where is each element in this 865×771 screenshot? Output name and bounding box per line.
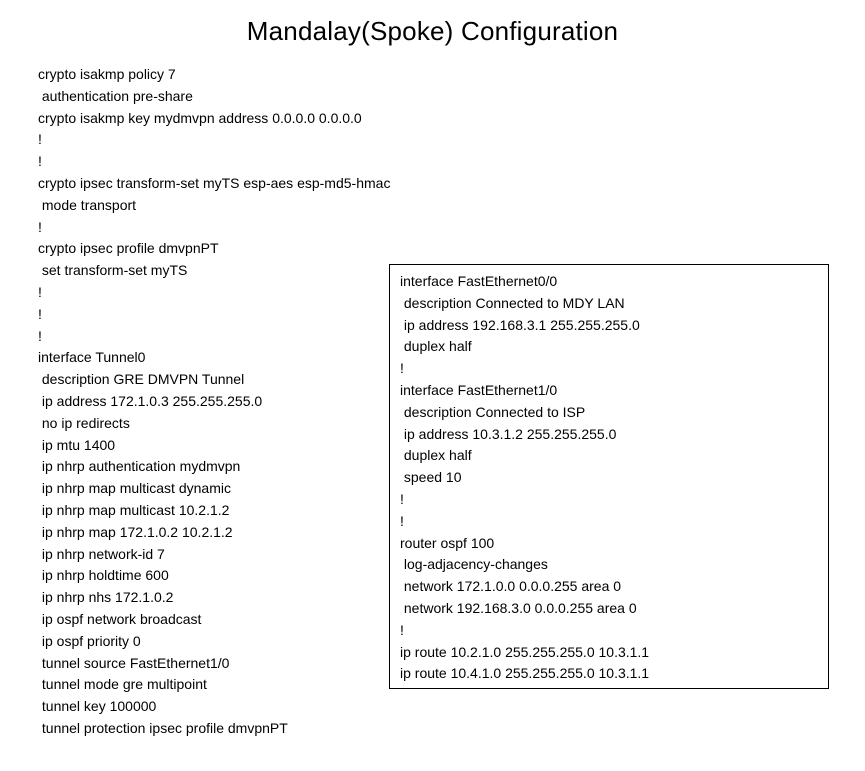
config-line: ! (38, 218, 42, 235)
interface-routing-config-block (400, 271, 649, 685)
config-line: ! (400, 621, 404, 638)
config-line: interface Tunnel0 (38, 349, 146, 366)
config-line: ip nhrp map 172.1.0.2 10.2.1.2 (38, 523, 233, 540)
config-line: ! (400, 360, 404, 377)
config-line: crypto isakmp policy 7 (38, 66, 176, 82)
config-line: ip nhrp network-id 7 (38, 545, 165, 562)
config-line: ip mtu 1400 (38, 436, 116, 453)
config-line: speed 10 (400, 469, 462, 486)
config-line: ip nhrp map multicast dynamic (38, 480, 231, 497)
config-line: ! (400, 490, 404, 507)
config-line: ip ospf network broadcast (38, 610, 202, 627)
config-line: ! (38, 153, 42, 170)
page-title: Mandalay(Spoke) Configuration (246, 16, 619, 46)
config-line: ! (38, 131, 42, 148)
config-line: ip nhrp map multicast 10.2.1.2 (38, 501, 230, 518)
config-line: authentication pre-share (38, 87, 193, 104)
config-line: description Connected to MDY LAN (400, 294, 625, 311)
interface-routing-config-box (389, 264, 829, 689)
config-line: ip route 10.2.1.0 255.255.255.0 10.3.1.1 (400, 643, 650, 660)
config-line: tunnel mode gre multipoint (38, 676, 207, 693)
config-line: description GRE DMVPN Tunnel (38, 371, 245, 388)
config-line: ip nhrp authentication mydmvpn (38, 458, 241, 475)
config-line: ! (38, 327, 42, 344)
config-line: tunnel protection ipsec profile dmvpnPT (38, 719, 288, 736)
config-line: crypto ipsec profile dmvpnPT (38, 240, 219, 257)
config-line: no ip redirects (38, 414, 130, 431)
config-line: tunnel key 100000 (38, 698, 157, 715)
config-line: router ospf 100 (400, 534, 495, 551)
config-line: ! (400, 512, 404, 529)
config-line: set transform-set myTS (38, 262, 188, 279)
config-line: duplex half (400, 338, 472, 355)
tunnel-config-block (38, 64, 390, 740)
config-line: ! (38, 283, 42, 300)
config-line: ip address 192.168.3.1 255.255.255.0 (400, 316, 640, 333)
config-line: log-adjacency-changes (400, 556, 548, 573)
config-line: ! (38, 305, 42, 322)
config-line: interface FastEthernet0/0 (400, 273, 558, 289)
config-line: network 192.168.3.0 0.0.0.255 area 0 (400, 599, 637, 616)
config-line: crypto ipsec transform-set myTS esp-aes esp-md5-hmac (38, 174, 391, 191)
config-line: ip ospf priority 0 (38, 632, 141, 649)
config-line: ip address 10.3.1.2 255.255.255.0 (400, 425, 617, 442)
config-line: tunnel source FastEthernet1/0 (38, 654, 230, 671)
config-line: network 172.1.0.0 0.0.0.255 area 0 (400, 578, 622, 595)
config-line: crypto isakmp key mydmvpn address 0.0.0.0 0.0.0.0 (38, 109, 362, 126)
config-line: ip nhrp holdtime 600 (38, 567, 169, 584)
config-line: description Connected to ISP (400, 403, 586, 420)
config-line: mode transport (38, 196, 137, 213)
config-line: ip nhrp nhs 172.1.0.2 (38, 589, 174, 606)
config-line: ip address 172.1.0.3 255.255.255.0 (38, 392, 263, 409)
config-line: duplex half (400, 447, 472, 464)
config-line: ip route 10.4.1.0 255.255.255.0 10.3.1.1 (400, 665, 650, 682)
config-line: interface FastEthernet1/0 (400, 381, 558, 398)
